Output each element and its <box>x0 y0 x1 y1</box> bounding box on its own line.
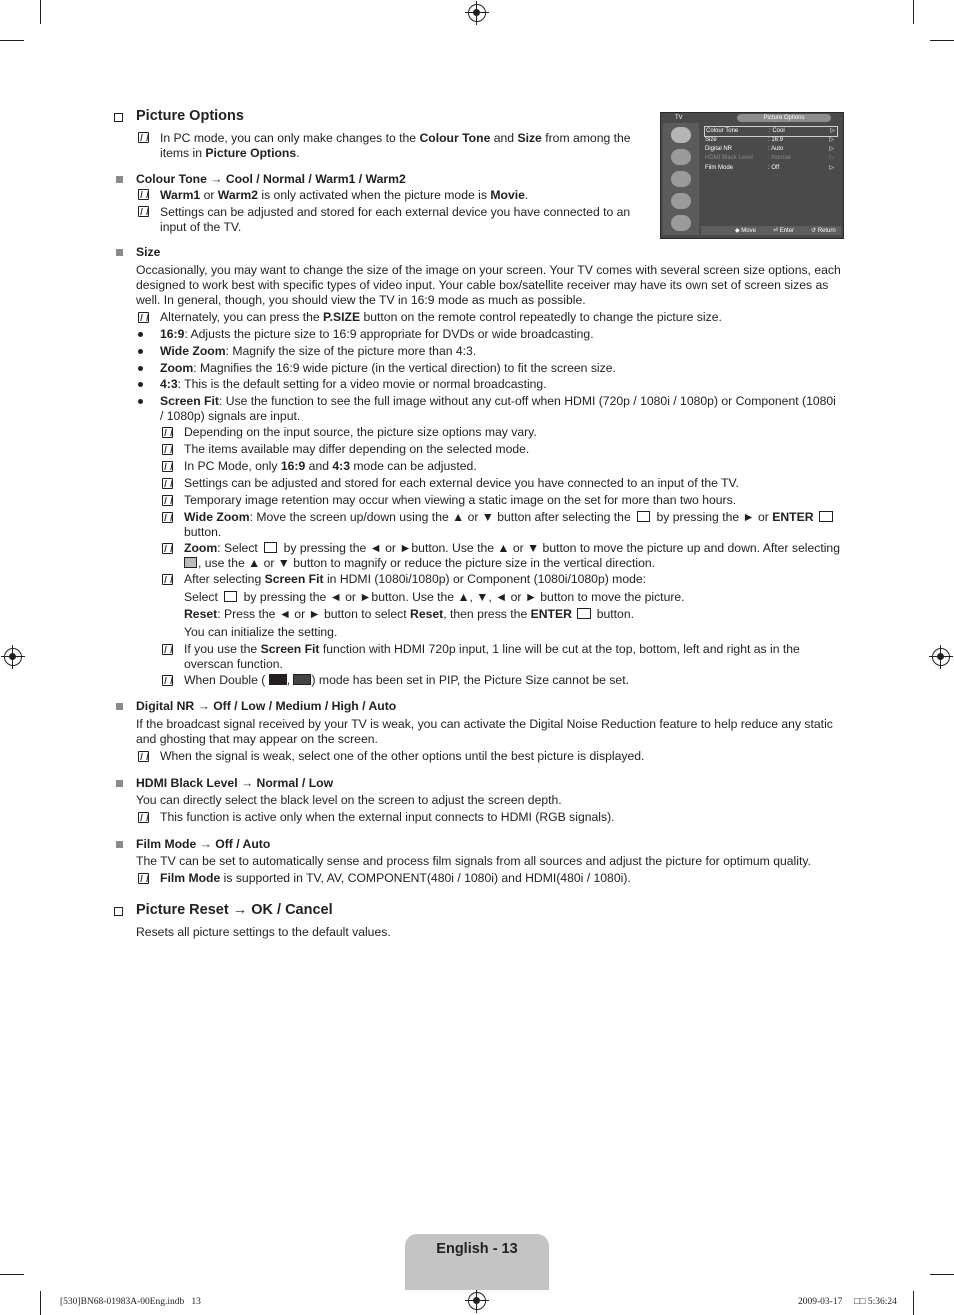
note-text: Zoom: Select by pressing the ◄ or ►button. Use the ▲ or ▼ button to move the picture up and down. After selecting , use the ▲ or ▼ button to magnify or reduce the picture size in the vertical direction. <box>184 541 840 570</box>
registration-mark-icon <box>468 4 486 22</box>
sound-icon <box>671 149 691 165</box>
hdmi-black-level-heading: HDMI Black Level → Normal / Low <box>136 776 334 790</box>
tv-label: TV <box>675 115 683 121</box>
note-text: After selecting Screen Fit in HDMI (1080i/1080p) or Component (1080i/1080p) mode: Select by pressing the ◄ or ►button. Use the ▲, ▼, ◄ or ► button to move the picture. Reset: Press the ◄ or ► button to select Reset, then press the ENTER button. You can initialize the setting. <box>184 572 685 639</box>
note-icon <box>162 478 173 489</box>
note-icon <box>162 444 173 455</box>
section-title-picture-reset: Picture Reset → OK / Cancel <box>136 902 333 918</box>
digital-nr-heading: Digital NR → Off / Low / Medium / High / Auto <box>136 699 397 713</box>
channel-icon <box>671 171 691 187</box>
note-text: When Double ( , ) mode has been set in PIP, the Picture Size cannot be set. <box>184 673 629 687</box>
note-text: Settings can be adjusted and stored for each external device you have connected to an input of the TV. <box>160 205 631 234</box>
bullet-item: Zoom: Magnifies the 16:9 wide picture (in the vertical direction) to fit the screen size. <box>160 361 616 375</box>
input-icon <box>671 215 691 231</box>
screen-icon <box>637 511 650 522</box>
screen-icon <box>224 591 237 602</box>
bullet-item: Screen Fit: Use the function to see the full image without any cut-off when HDMI (720p / 1080i / 1080p) or Component (1080i / 1080p) signals are input. <box>160 394 836 423</box>
note-icon <box>162 461 173 472</box>
bullet-item: Wide Zoom: Magnify the size of the picture more than 4:3. <box>160 344 477 358</box>
bullet-dot-icon <box>138 366 143 371</box>
note-text: Film Mode is supported in TV, AV, COMPONENT(480i / 1080i) and HDMI(480i / 1080i). <box>160 871 631 885</box>
bullet-square-icon <box>116 176 123 183</box>
note-icon <box>138 812 149 823</box>
note-text: In PC mode, you can only make changes to the Colour Tone and Size from among the items in Picture Options. <box>160 131 631 160</box>
page-number-tab <box>405 1234 549 1290</box>
note-text: This function is active only when the external input connects to HDMI (RGB signals). <box>160 810 615 824</box>
bullet-square-icon <box>116 703 123 710</box>
double-pip-icon <box>269 674 287 685</box>
note-text: Temporary image retention may occur when viewing a static image on the set for more than two hours. <box>184 493 737 507</box>
note-text: If you use the Screen Fit function with HDMI 720p input, 1 line will be cut at the top, bottom, left and right as in the overscan function. <box>184 642 800 671</box>
note-icon <box>162 495 173 506</box>
tv-menu-row: Colour Tone : Cool ▷ <box>704 126 838 137</box>
crop-mark <box>0 40 24 41</box>
note-text: The items available may differ depending on the selected mode. <box>184 442 530 456</box>
note-text: Warm1 or Warm2 is only activated when the picture mode is Movie. <box>160 188 529 202</box>
size-paragraph: Occasionally, you may want to change the size of the image on your screen. Your TV comes with several screen size options, each designed to work best with specific types of video input. Your cable box/satellite receiver may have its own set of screen sizes as well. In general, though, you should view the TV in 16:9 mode as much as possible. <box>136 263 841 307</box>
tv-menu-header: Picture Options <box>737 114 831 122</box>
note-icon <box>138 873 149 884</box>
note-text: Settings can be adjusted and stored for each external device you have connected to an input of the TV. <box>184 476 739 490</box>
crop-mark <box>913 0 914 24</box>
bullet-square-icon <box>116 249 123 256</box>
bullet-dot-icon <box>138 399 143 404</box>
bullet-dot-icon <box>138 332 143 337</box>
remote-note-text: Alternately, you can press the P.SIZE button on the remote control repeatedly to change the picture size. <box>160 310 722 324</box>
note-text: When the signal is weak, select one of the other options until the best picture is displayed. <box>160 749 645 763</box>
note-icon <box>138 189 149 200</box>
footer-file-slug: [530]BN68-01983A-00Eng.indb 13 <box>60 1297 201 1307</box>
registration-mark-icon <box>4 648 22 666</box>
enter-hint: ⏎ Enter <box>773 228 795 234</box>
footer-time: □□ 5:36:24 <box>854 1297 897 1307</box>
note-icon <box>138 206 149 217</box>
crop-mark <box>930 40 954 41</box>
note-icon <box>138 751 149 762</box>
bullet-dot-icon <box>138 349 143 354</box>
tv-menu-bottom-bar <box>701 226 841 235</box>
tv-menu-screenshot <box>660 112 844 239</box>
film-mode-paragraph: The TV can be set to automatically sense and process film signals from all sources and adjust the picture for optimum quality. <box>136 854 811 868</box>
crop-mark <box>40 1291 41 1315</box>
screen-icon <box>264 542 277 553</box>
note-text: Depending on the input source, the picture size options may vary. <box>184 425 537 439</box>
crop-mark <box>930 1274 954 1275</box>
setup-icon <box>671 193 691 209</box>
registration-mark-icon <box>932 648 950 666</box>
move-hint: ◆ Move <box>735 228 756 234</box>
tv-menu-row: Size : 16:9 ▷ <box>705 137 834 143</box>
crop-mark <box>913 1291 914 1315</box>
picture-reset-paragraph: Resets all picture settings to the default values. <box>136 925 391 939</box>
section-checkbox-icon <box>114 113 123 122</box>
bullet-square-icon <box>116 780 123 787</box>
tv-menu-sidebar <box>663 123 699 235</box>
note-icon <box>162 574 173 585</box>
colour-tone-heading: Colour Tone → Cool / Normal / Warm1 / Warm2 <box>136 172 406 186</box>
registration-mark-icon <box>468 1292 486 1310</box>
remote-note-icon <box>138 312 149 323</box>
digital-nr-paragraph: If the broadcast signal received by your TV is weak, you can activate the Digital Noise Reduction feature to help reduce any static and ghosting that may appear on the screen. <box>136 717 833 746</box>
enter-icon <box>819 511 833 522</box>
section-checkbox-icon <box>114 907 123 916</box>
bullet-item: 4:3: This is the default setting for a video movie or normal broadcasting. <box>160 377 547 391</box>
page-number: English - 13 <box>436 1241 518 1257</box>
note-icon <box>162 427 173 438</box>
footer-date: 2009-03-17 <box>798 1297 843 1307</box>
bullet-square-icon <box>116 841 123 848</box>
return-hint: ↺ Return <box>811 228 836 234</box>
zoom-icon <box>184 557 197 568</box>
double-pip-icon <box>293 674 311 685</box>
note-icon <box>138 132 149 143</box>
bullet-item: 16:9: Adjusts the picture size to 16:9 appropriate for DVDs or wide broadcasting. <box>160 327 594 341</box>
film-mode-heading: Film Mode → Off / Auto <box>136 837 271 851</box>
note-text: In PC Mode, only 16:9 and 4:3 mode can be adjusted. <box>184 459 477 473</box>
bullet-dot-icon <box>138 382 143 387</box>
note-text: Wide Zoom: Move the screen up/down using the ▲ or ▼ button after selecting the by pressing the ► or ENTER button. <box>184 510 844 540</box>
hdmi-black-level-paragraph: You can directly select the black level on the screen to adjust the screen depth. <box>136 793 562 807</box>
picture-icon <box>671 127 691 143</box>
note-icon <box>162 512 173 523</box>
tv-menu-row: Digital NR : Auto ▷ <box>705 146 834 152</box>
enter-icon <box>577 608 591 619</box>
section-title-picture-options: Picture Options <box>136 108 244 124</box>
crop-mark <box>40 0 41 24</box>
note-icon <box>162 644 173 655</box>
note-icon <box>162 675 173 686</box>
tv-menu-row: HDMI Black Level : Normal ▷ <box>705 155 834 161</box>
size-heading: Size <box>136 245 161 259</box>
crop-mark <box>0 1274 24 1275</box>
tv-menu-row: Film Mode : Off ▷ <box>705 165 834 171</box>
note-icon <box>162 543 173 554</box>
